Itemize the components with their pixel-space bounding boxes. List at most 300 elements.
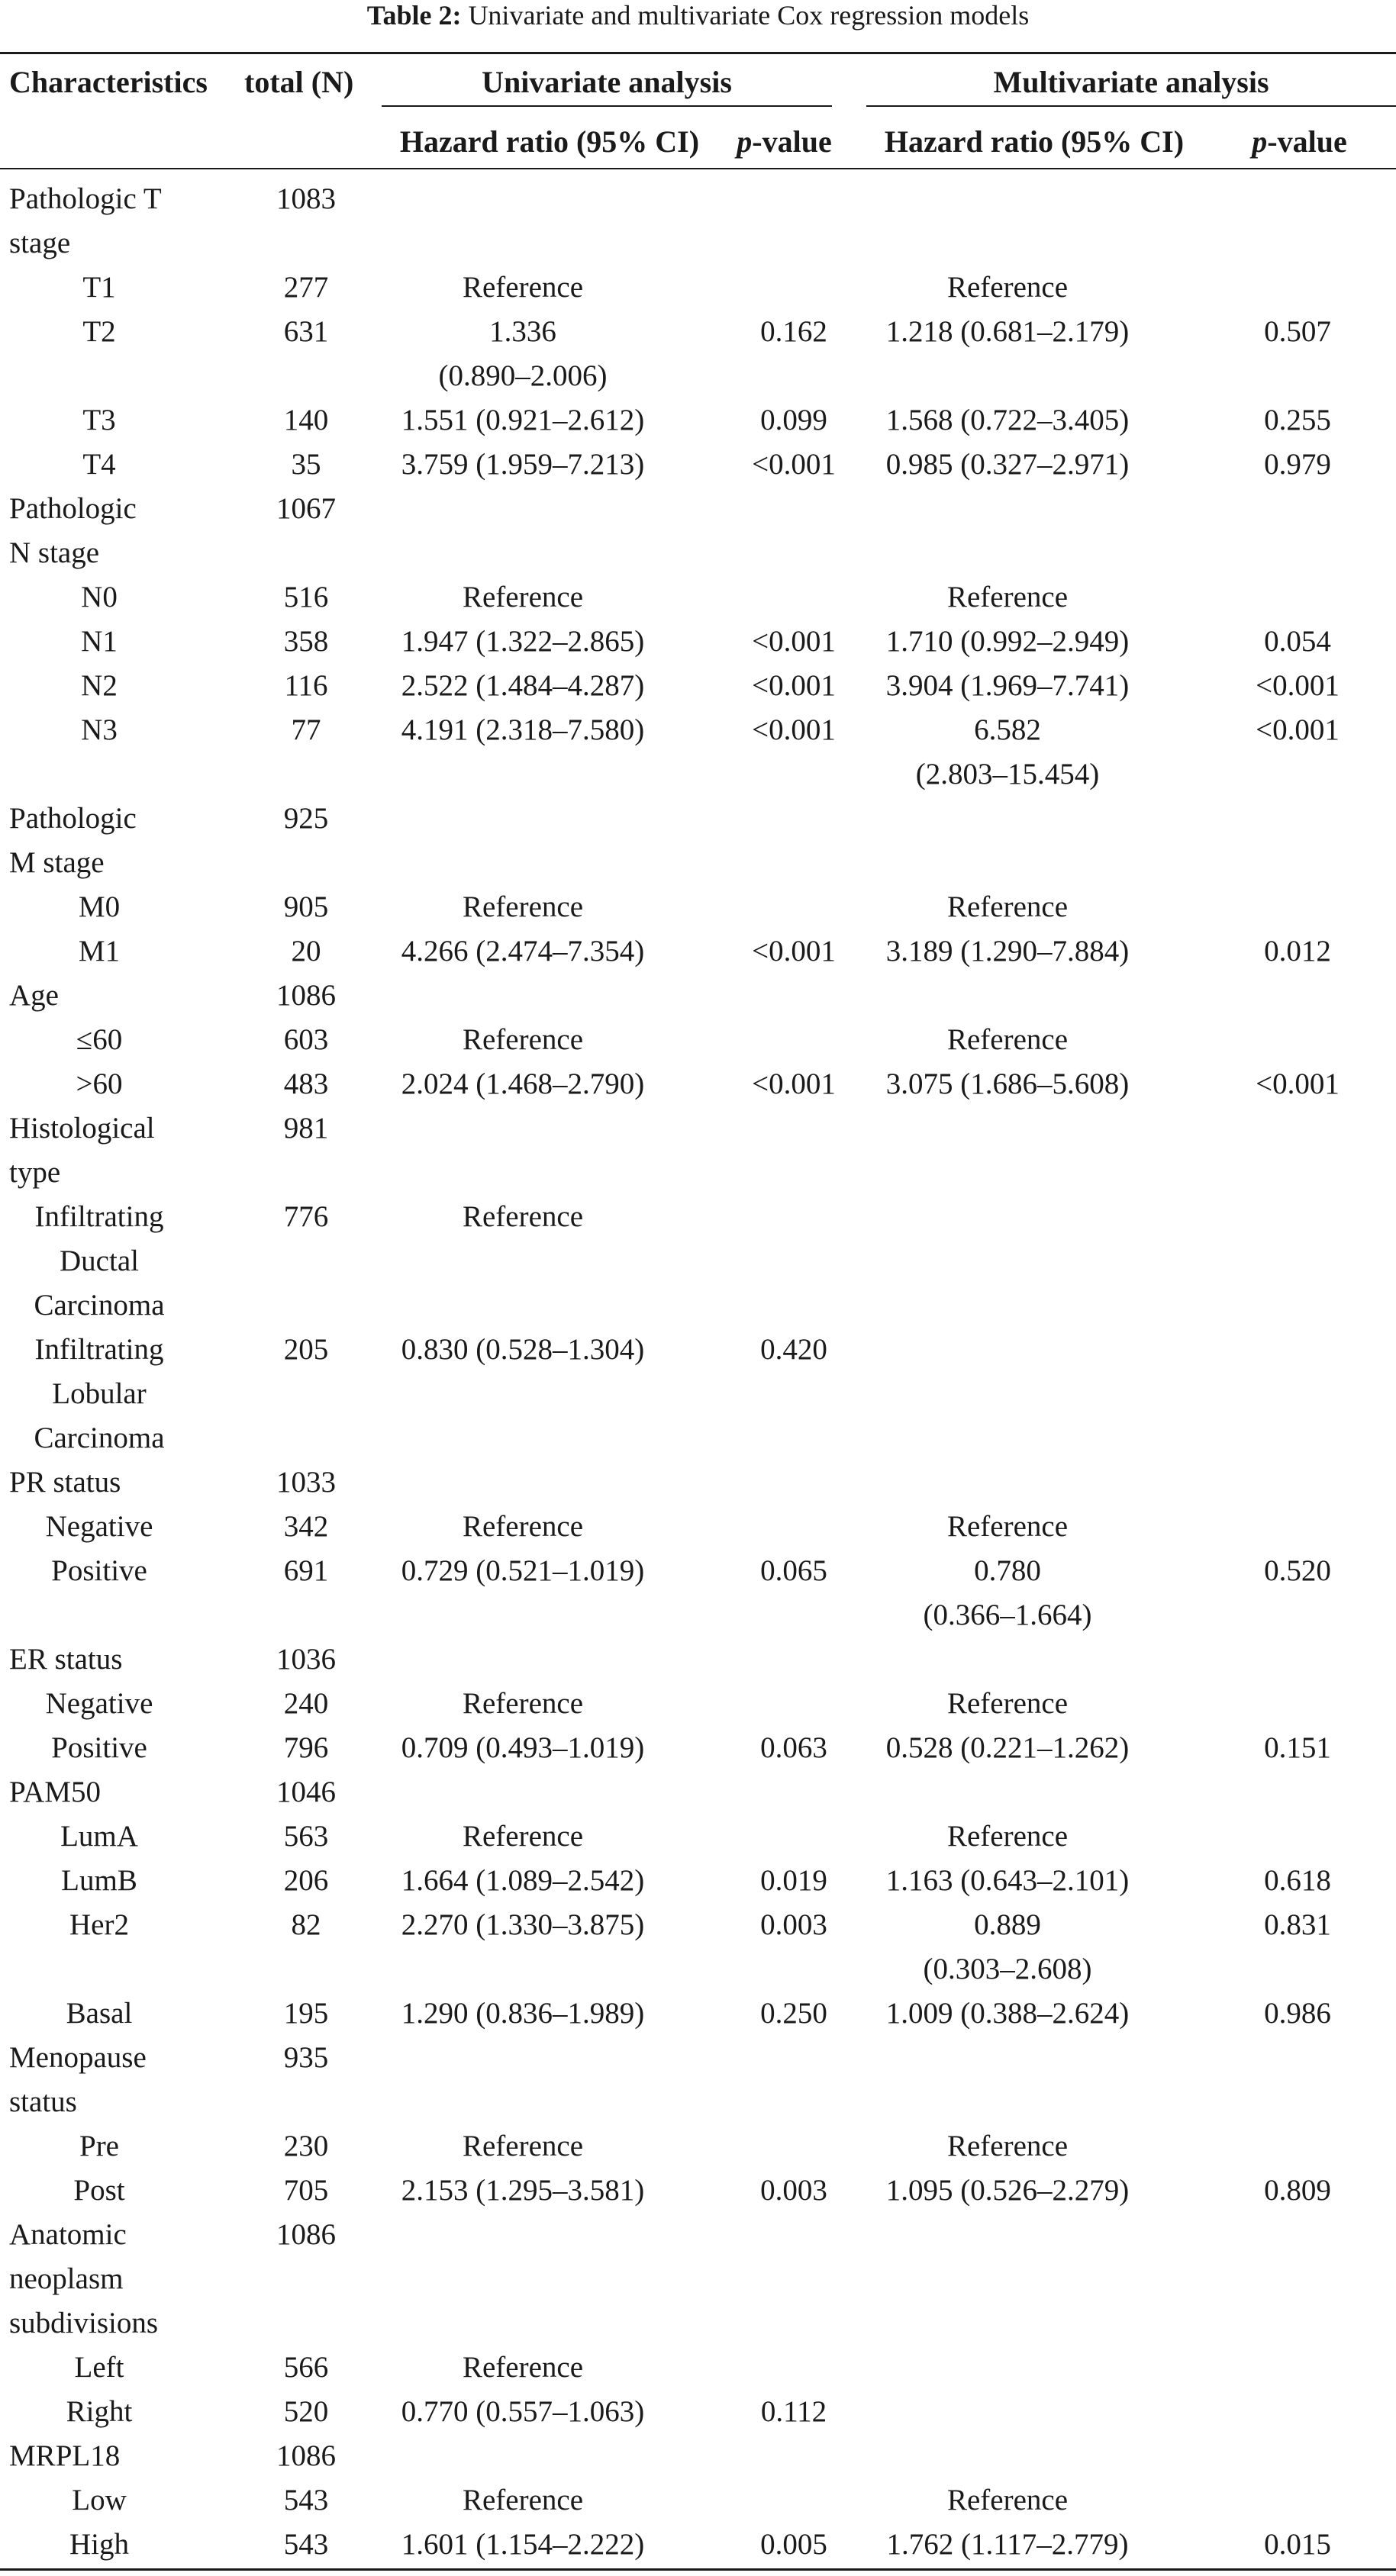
total-n-line: 543 — [283, 2528, 329, 2561]
univariate-p-value-line: <0.001 — [752, 669, 836, 702]
subcategory-label — [0, 398, 198, 443]
univariate-hazard-ratio — [382, 620, 664, 664]
multivariate-hazard-ratio — [866, 310, 1149, 354]
multivariate-hazard-ratio — [866, 885, 1149, 929]
total-n-line: 691 — [283, 1554, 329, 1587]
subcategory-label-line: LumB — [61, 1864, 137, 1897]
univariate-p-value-line: 0.019 — [760, 1864, 827, 1897]
univariate-p-value — [721, 929, 866, 974]
multivariate-hazard-ratio — [866, 620, 1149, 664]
total-n-line: 240 — [283, 1687, 329, 1720]
multivariate-p-value-line: <0.001 — [1256, 713, 1340, 746]
multivariate-hazard-ratio — [866, 1549, 1149, 1637]
total-n — [246, 2169, 366, 2213]
characteristic-label — [9, 1637, 246, 1682]
univariate-hazard-ratio — [382, 708, 664, 752]
univariate-hazard-ratio-line: 1.551 (0.921–2.612) — [401, 404, 645, 436]
univariate-hazard-ratio-line: Reference — [462, 1200, 584, 1233]
characteristic-label-line: ER status — [9, 1643, 123, 1676]
subcategory-label — [0, 2523, 198, 2567]
characteristic-label — [9, 1460, 246, 1505]
subcategory-label-line: Left — [74, 2351, 124, 2384]
total-n-line: 925 — [283, 802, 329, 835]
characteristic-label-line: Histological — [9, 1112, 155, 1145]
total-n-line: 205 — [283, 1333, 329, 1366]
subcategory-label — [0, 1062, 198, 1106]
characteristic-label-line: subdivisions — [9, 2307, 159, 2339]
multivariate-hazard-ratio-line: 3.904 (1.969–7.741) — [885, 669, 1130, 702]
characteristic-label-line: type — [9, 1156, 61, 1189]
total-n — [246, 1460, 366, 1505]
multivariate-hazard-ratio-line: 6.582 — [974, 713, 1041, 746]
characteristic-label-line: PAM50 — [9, 1776, 101, 1808]
subcategory-label-line: Pre — [79, 2130, 119, 2162]
multivariate-p-value — [1221, 1062, 1374, 1106]
header-univariate-hr: Hazard ratio (95% CI) — [399, 124, 700, 159]
univariate-p-value — [721, 310, 866, 354]
multivariate-hazard-ratio — [866, 929, 1149, 974]
multivariate-p-value-line: <0.001 — [1256, 669, 1340, 702]
multivariate-p-value — [1221, 620, 1374, 664]
header-total: total (N) — [244, 65, 354, 99]
multivariate-hazard-ratio-line: 1.218 (0.681–2.179) — [885, 315, 1130, 348]
total-n — [246, 398, 366, 443]
multivariate-hazard-ratio-line: Reference — [946, 2130, 1069, 2162]
subcategory-label — [0, 1859, 198, 1903]
total-n — [246, 177, 366, 221]
univariate-hazard-ratio-line: 0.729 (0.521–1.019) — [401, 1554, 645, 1587]
characteristic-label — [9, 487, 246, 575]
total-n — [246, 885, 366, 929]
characteristic-label-line: neoplasm — [9, 2262, 124, 2295]
subcategory-label-line: T2 — [82, 315, 116, 348]
multivariate-hazard-ratio-line: (0.366–1.664) — [923, 1599, 1092, 1631]
subcategory-label-line: N0 — [81, 581, 118, 613]
total-n — [246, 1018, 366, 1062]
total-n — [246, 575, 366, 620]
characteristic-label — [9, 2036, 246, 2124]
univariate-hazard-ratio-line: 1.601 (1.154–2.222) — [401, 2528, 645, 2561]
header-rule — [0, 168, 1396, 169]
multivariate-hazard-ratio-line: 1.762 (1.117–2.779) — [886, 2528, 1129, 2561]
multivariate-hazard-ratio — [866, 1814, 1149, 1859]
univariate-p-value-line: 0.112 — [760, 2395, 827, 2428]
univariate-p-value — [721, 1726, 866, 1770]
characteristic-label-line: stage — [9, 227, 71, 259]
total-n — [246, 1992, 366, 2036]
multivariate-p-value — [1221, 2169, 1374, 2213]
univariate-p-value-line: 0.003 — [760, 2174, 827, 2207]
header-multivariate: Multivariate analysis — [993, 65, 1269, 99]
total-n-line: 981 — [283, 1112, 329, 1145]
univariate-hazard-ratio — [382, 1814, 664, 1859]
total-n — [246, 1505, 366, 1549]
subcategory-label — [0, 1903, 198, 1947]
multivariate-hazard-ratio-line: 0.528 (0.221–1.262) — [885, 1731, 1130, 1764]
characteristic-label-line: Age — [9, 979, 59, 1012]
univariate-hazard-ratio — [382, 2523, 664, 2567]
univariate-p-value-line: <0.001 — [752, 1067, 836, 1100]
univariate-hazard-ratio — [382, 575, 664, 620]
multivariate-hazard-ratio-line: 3.075 (1.686–5.608) — [885, 1067, 1130, 1100]
univariate-hazard-ratio — [382, 1992, 664, 2036]
multivariate-p-value-line: 0.012 — [1264, 935, 1331, 968]
subcategory-label — [0, 1549, 198, 1593]
univariate-hazard-ratio — [382, 1505, 664, 1549]
total-n-line: 935 — [283, 2041, 329, 2074]
multivariate-hazard-ratio — [866, 266, 1149, 310]
subcategory-label — [0, 2390, 198, 2434]
characteristic-label — [9, 974, 246, 1018]
header-characteristics: Characteristics — [9, 65, 208, 99]
characteristic-label — [9, 177, 246, 266]
multivariate-p-value — [1221, 664, 1374, 708]
multivariate-hazard-ratio — [866, 1903, 1149, 1992]
total-n-line: 520 — [283, 2395, 329, 2428]
multivariate-hazard-ratio-line: 1.710 (0.992–2.949) — [885, 625, 1130, 658]
table-caption-label: Table 2: — [366, 0, 462, 31]
multivariate-hazard-ratio — [866, 1505, 1149, 1549]
subcategory-label-line: >60 — [76, 1067, 123, 1100]
univariate-p-value — [721, 1062, 866, 1106]
subcategory-label-line: T3 — [82, 404, 116, 436]
univariate-hazard-ratio-line: 4.191 (2.318–7.580) — [401, 713, 645, 746]
univariate-hazard-ratio-line: Reference — [462, 581, 584, 613]
total-n — [246, 487, 366, 531]
multivariate-p-value — [1221, 443, 1374, 487]
univariate-hazard-ratio — [382, 1682, 664, 1726]
header-univariate: Univariate analysis — [482, 65, 732, 99]
univariate-hazard-ratio — [382, 266, 664, 310]
subcategory-label — [0, 266, 198, 310]
univariate-hazard-ratio — [382, 310, 664, 398]
subcategory-label — [0, 664, 198, 708]
subcategory-label-line: Her2 — [69, 1908, 129, 1941]
total-n — [246, 1106, 366, 1151]
multivariate-p-value — [1221, 398, 1374, 443]
header-multivariate-hr: Hazard ratio (95% CI) — [884, 124, 1185, 159]
univariate-hazard-ratio — [382, 398, 664, 443]
multivariate-hazard-ratio-line: 3.189 (1.290–7.884) — [885, 935, 1130, 968]
total-n — [246, 443, 366, 487]
multivariate-p-value-line: 0.015 — [1264, 2528, 1331, 2561]
subcategory-label-line: T1 — [82, 271, 116, 304]
univariate-p-value — [721, 1549, 866, 1593]
subcategory-label-line: Negative — [45, 1510, 153, 1543]
total-n-line: 277 — [283, 271, 329, 304]
multivariate-p-value-line: 0.255 — [1264, 404, 1331, 436]
characteristic-label-line: PR status — [9, 1466, 121, 1499]
multivariate-p-value-line: 0.986 — [1264, 1997, 1331, 2030]
total-n-line: 77 — [291, 713, 321, 746]
total-n-line: 483 — [283, 1067, 329, 1100]
multivariate-hazard-ratio — [866, 575, 1149, 620]
multivariate-hazard-ratio-line: 1.568 (0.722–3.405) — [885, 404, 1130, 436]
total-n — [246, 266, 366, 310]
univariate-hazard-ratio-line: 1.947 (1.322–2.865) — [401, 625, 645, 658]
univariate-hazard-ratio-line: Reference — [462, 2484, 584, 2516]
characteristic-label-line: Anatomic — [9, 2218, 127, 2251]
univariate-hazard-ratio — [382, 2478, 664, 2523]
univariate-hazard-ratio — [382, 1903, 664, 1947]
total-n-line: 631 — [283, 315, 329, 348]
total-n-line: 705 — [283, 2174, 329, 2207]
univariate-p-value-line: 0.005 — [760, 2528, 827, 2561]
multivariate-hazard-ratio-line: 1.163 (0.643–2.101) — [885, 1864, 1130, 1897]
multivariate-p-value-line: 0.618 — [1264, 1864, 1331, 1897]
total-n-line: 1033 — [276, 1466, 336, 1499]
univariate-p-value — [721, 1903, 866, 1947]
characteristic-label-line: Menopause — [9, 2041, 147, 2074]
subcategory-label-line: Ductal — [60, 1245, 139, 1277]
univariate-hazard-ratio — [382, 1549, 664, 1593]
table-caption-text: Univariate and multivariate Cox regression models — [461, 0, 1030, 31]
subcategory-label — [0, 1682, 198, 1726]
univariate-p-value-line: <0.001 — [752, 935, 836, 968]
total-n-line: 230 — [283, 2130, 329, 2162]
univariate-hazard-ratio-line: Reference — [462, 1687, 584, 1720]
univariate-p-value-line: 0.065 — [760, 1554, 827, 1587]
multivariate-hazard-ratio-line: Reference — [946, 1820, 1069, 1853]
multivariate-p-value-line: 0.507 — [1264, 315, 1331, 348]
multivariate-p-value-line: 0.151 — [1264, 1731, 1331, 1764]
subcategory-label — [0, 443, 198, 487]
subcategory-label — [0, 708, 198, 752]
total-n-line: 1036 — [276, 1643, 336, 1676]
header-univariate-p — [717, 122, 851, 162]
total-n — [246, 620, 366, 664]
total-n-line: 563 — [283, 1820, 329, 1853]
multivariate-p-value-line: 0.831 — [1264, 1908, 1331, 1941]
total-n-line: 1086 — [276, 979, 336, 1012]
header-univariate-p-letter: p — [737, 124, 753, 159]
univariate-hazard-ratio-line: 4.266 (2.474–7.354) — [401, 935, 645, 968]
total-n — [246, 1859, 366, 1903]
univariate-hazard-ratio-line: Reference — [462, 271, 584, 304]
multivariate-hazard-ratio — [866, 1682, 1149, 1726]
characteristic-label-line: Pathologic — [9, 802, 137, 835]
total-n-line: 116 — [284, 669, 328, 702]
univariate-hazard-ratio — [382, 1859, 664, 1903]
subcategory-label-line: Carcinoma — [34, 1422, 165, 1454]
multivariate-p-value — [1221, 1859, 1374, 1903]
univariate-hazard-ratio-line: Reference — [462, 1820, 584, 1853]
characteristic-label — [9, 2213, 246, 2346]
total-n-line: 603 — [283, 1023, 329, 1056]
univariate-p-value-line: <0.001 — [752, 713, 836, 746]
total-n-line: 20 — [291, 935, 321, 968]
univariate-p-value-line: 0.063 — [760, 1731, 827, 1764]
characteristic-label-line: N stage — [9, 536, 100, 569]
total-n-line: 342 — [283, 1510, 329, 1543]
subcategory-label-line: N3 — [81, 713, 118, 746]
subcategory-label — [0, 929, 198, 974]
univariate-p-value — [721, 1992, 866, 2036]
multivariate-hazard-ratio-line: (0.303–2.608) — [923, 1953, 1092, 1985]
multivariate-hazard-ratio-line: Reference — [946, 890, 1069, 923]
subcategory-label-line: M0 — [78, 890, 121, 923]
top-rule — [0, 52, 1396, 54]
characteristic-label-line: Pathologic T — [9, 182, 162, 215]
subcategory-label — [0, 620, 198, 664]
univariate-hazard-ratio-line: Reference — [462, 890, 584, 923]
univariate-hazard-ratio-line: 0.709 (0.493–1.019) — [401, 1731, 645, 1764]
total-n — [246, 929, 366, 974]
multivariate-p-value — [1221, 2523, 1374, 2567]
subcategory-label — [0, 1195, 198, 1328]
table-caption — [0, 0, 1396, 31]
total-n-line: 358 — [283, 625, 329, 658]
total-n-line: 1067 — [276, 492, 336, 525]
characteristic-label-line: Pathologic — [9, 492, 137, 525]
header-multivariate-p-letter: p — [1252, 124, 1268, 159]
multivariate-p-value — [1221, 1903, 1374, 1947]
multivariate-rule — [866, 105, 1396, 107]
univariate-p-value-line: 0.162 — [760, 315, 827, 348]
subcategory-label-line: T4 — [82, 448, 116, 481]
univariate-hazard-ratio-line: 2.024 (1.468–2.790) — [401, 1067, 645, 1100]
univariate-p-value — [721, 1328, 866, 1372]
univariate-hazard-ratio-line: Reference — [462, 2351, 584, 2384]
multivariate-hazard-ratio — [866, 664, 1149, 708]
total-n — [246, 797, 366, 841]
total-n-line: 905 — [283, 890, 329, 923]
subcategory-label-line: Positive — [51, 1731, 147, 1764]
multivariate-hazard-ratio-line: Reference — [946, 1510, 1069, 1543]
subcategory-label-line: Carcinoma — [34, 1289, 165, 1322]
univariate-hazard-ratio — [382, 1328, 664, 1372]
subcategory-label-line: Post — [73, 2174, 125, 2207]
multivariate-p-value-line: 0.809 — [1264, 2174, 1331, 2207]
total-n — [246, 2036, 366, 2080]
multivariate-p-value-line: 0.979 — [1264, 448, 1331, 481]
univariate-hazard-ratio — [382, 1062, 664, 1106]
univariate-hazard-ratio-line: Reference — [462, 1023, 584, 1056]
total-n — [246, 1903, 366, 1947]
characteristic-label — [9, 2434, 246, 2478]
subcategory-label — [0, 1328, 198, 1460]
subcategory-label — [0, 2346, 198, 2390]
total-n — [246, 1682, 366, 1726]
subcategory-label — [0, 1018, 198, 1062]
multivariate-hazard-ratio — [866, 443, 1149, 487]
total-n — [246, 974, 366, 1018]
subcategory-label — [0, 310, 198, 354]
characteristic-label-line: MRPL18 — [9, 2439, 121, 2472]
multivariate-hazard-ratio — [866, 1018, 1149, 1062]
multivariate-p-value — [1221, 708, 1374, 752]
multivariate-hazard-ratio-line: 1.095 (0.526–2.279) — [885, 2174, 1130, 2207]
total-n — [246, 2124, 366, 2169]
univariate-hazard-ratio-line: 2.522 (1.484–4.287) — [401, 669, 645, 702]
header-univariate-p-rest: -value — [752, 124, 832, 159]
univariate-hazard-ratio — [382, 443, 664, 487]
total-n-line: 206 — [283, 1864, 329, 1897]
header-multivariate-p-rest: -value — [1267, 124, 1347, 159]
multivariate-hazard-ratio — [866, 1859, 1149, 1903]
characteristic-label — [9, 1106, 246, 1195]
subcategory-label-line: Basal — [66, 1997, 133, 2030]
total-n — [246, 1195, 366, 1239]
univariate-hazard-ratio — [382, 929, 664, 974]
univariate-hazard-ratio-line: 1.336 — [489, 315, 556, 348]
multivariate-p-value — [1221, 1726, 1374, 1770]
total-n — [246, 2523, 366, 2567]
total-n — [246, 708, 366, 752]
subcategory-label — [0, 2169, 198, 2213]
multivariate-hazard-ratio — [866, 708, 1149, 797]
multivariate-p-value — [1221, 310, 1374, 354]
subcategory-label-line: Infiltrating — [34, 1333, 164, 1366]
total-n-line: 516 — [283, 581, 329, 613]
univariate-hazard-ratio — [382, 2390, 664, 2434]
multivariate-hazard-ratio-line: Reference — [946, 1023, 1069, 1056]
univariate-p-value — [721, 620, 866, 664]
total-n-line: 195 — [283, 1997, 329, 2030]
subcategory-label-line: Positive — [51, 1554, 147, 1587]
multivariate-hazard-ratio — [866, 1726, 1149, 1770]
total-n-line: 1046 — [276, 1776, 336, 1808]
total-n-line: 1083 — [276, 182, 336, 215]
subcategory-label-line: Low — [72, 2484, 127, 2516]
univariate-p-value — [721, 1859, 866, 1903]
univariate-hazard-ratio — [382, 885, 664, 929]
total-n — [246, 1637, 366, 1682]
multivariate-hazard-ratio — [866, 398, 1149, 443]
subcategory-label-line: High — [69, 2528, 129, 2561]
univariate-hazard-ratio — [382, 2346, 664, 2390]
univariate-p-value-line: <0.001 — [752, 448, 836, 481]
multivariate-hazard-ratio-line: Reference — [946, 581, 1069, 613]
univariate-hazard-ratio — [382, 1018, 664, 1062]
multivariate-p-value-line: <0.001 — [1256, 1067, 1340, 1100]
univariate-p-value — [721, 2390, 866, 2434]
total-n-line: 776 — [283, 1200, 329, 1233]
total-n-line: 543 — [283, 2484, 329, 2516]
multivariate-hazard-ratio — [866, 1062, 1149, 1106]
multivariate-hazard-ratio-line: 0.780 — [974, 1554, 1041, 1587]
total-n-line: 82 — [291, 1908, 321, 1941]
multivariate-hazard-ratio-line: Reference — [946, 2484, 1069, 2516]
multivariate-hazard-ratio — [866, 2124, 1149, 2169]
univariate-hazard-ratio-line: (0.890–2.006) — [438, 359, 608, 392]
total-n — [246, 1770, 366, 1814]
multivariate-hazard-ratio — [866, 2169, 1149, 2213]
total-n — [246, 1328, 366, 1372]
total-n-line: 796 — [283, 1731, 329, 1764]
total-n — [246, 2213, 366, 2257]
univariate-hazard-ratio-line: 1.664 (1.089–2.542) — [401, 1864, 645, 1897]
subcategory-label — [0, 1992, 198, 2036]
total-n — [246, 2346, 366, 2390]
multivariate-hazard-ratio — [866, 1992, 1149, 2036]
univariate-p-value — [721, 708, 866, 752]
multivariate-p-value — [1221, 1992, 1374, 2036]
multivariate-hazard-ratio-line: 0.889 — [974, 1908, 1041, 1941]
univariate-p-value-line: 0.099 — [760, 404, 827, 436]
univariate-hazard-ratio-line: 3.759 (1.959–7.213) — [401, 448, 645, 481]
univariate-p-value-line: 0.003 — [760, 1908, 827, 1941]
total-n — [246, 1814, 366, 1859]
total-n — [246, 1549, 366, 1593]
univariate-p-value — [721, 2169, 866, 2213]
subcategory-label — [0, 1726, 198, 1770]
univariate-p-value — [721, 443, 866, 487]
subcategory-label-line: LumA — [60, 1820, 138, 1853]
univariate-hazard-ratio-line: 0.770 (0.557–1.063) — [401, 2395, 645, 2428]
subcategory-label — [0, 2478, 198, 2523]
subcategory-label-line: Lobular — [52, 1377, 147, 1410]
